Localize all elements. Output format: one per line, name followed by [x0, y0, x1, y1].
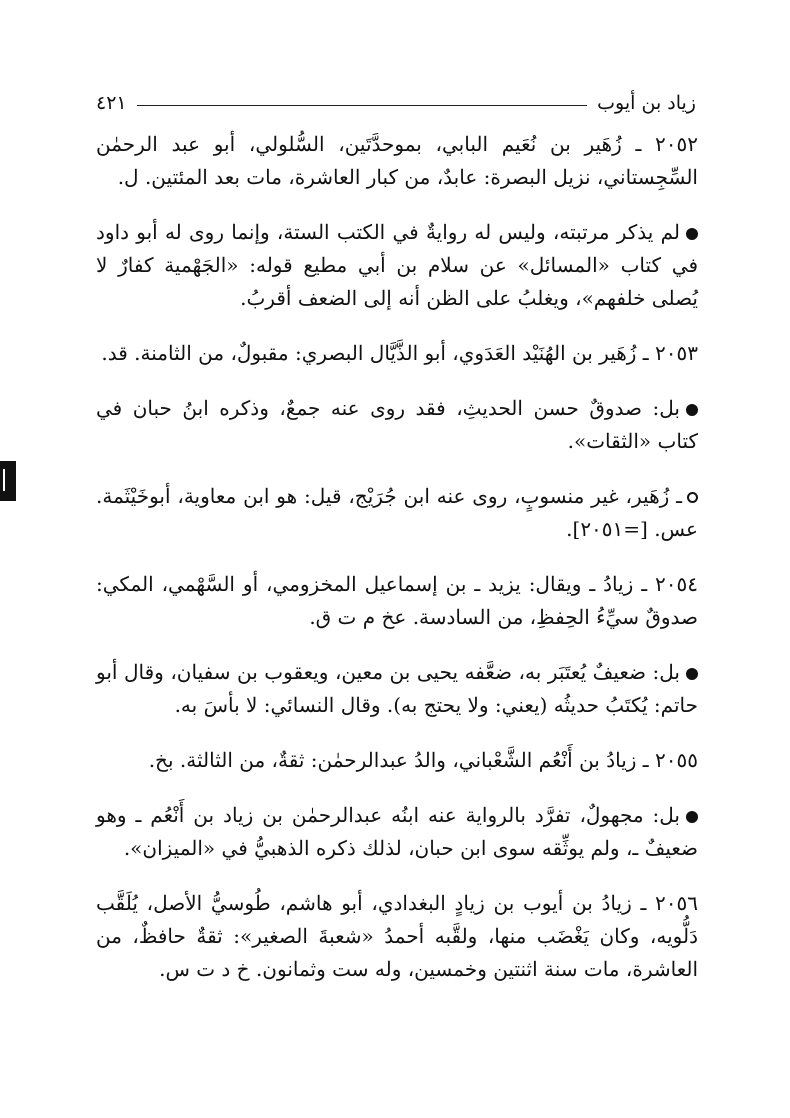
- filled-bullet-icon: [686, 811, 698, 823]
- comment-text: لم يذكر مرتبته، وليس له روايةٌ في الكتب الستة، وإنما روى له أبو داود في كتاب «المسائل» عن سلام بن أبي مطيع قوله: «الجَهْمية كفارٌ لا يُصلى خلفهم»، ويغلبُ على الظن أنه إلى الضعف أقربُ.: [96, 220, 698, 310]
- chapter-thumb-tab: [0, 461, 16, 501]
- entry-text: ٢٠٥٣ ـ زُهَير بن الهُنَيْد العَدَوي، أبو الذَّيَّال البصري: مقبولٌ، من الثامنة. قد.: [101, 341, 698, 365]
- comment-2052: [96, 216, 698, 315]
- entry-2055: [96, 744, 698, 777]
- running-header: [96, 84, 696, 114]
- filled-bullet-icon: [686, 404, 698, 416]
- header-rule: [137, 105, 588, 106]
- hollow-bullet-icon: [687, 492, 698, 503]
- comment-2055: [96, 799, 698, 865]
- page-body: [96, 128, 698, 986]
- comment-2053: [96, 392, 698, 458]
- filled-bullet-icon: [686, 228, 698, 240]
- entry-text: ٢٠٥٦ ـ زيادُ بن أيوب بن زيادٍ البغدادي، أبو هاشم، طُوسيُّ الأصل، يُلَقَّب دَلُّويه، وكان يَغْضَب منها، ولقَّبه أحمدُ «شعبةَ الصغير»: ثقةٌ حافظٌ، من العاشرة، مات سنة اثنتين وخمسين، وله ست وثمانون. خ د ت س.: [96, 891, 698, 981]
- entry-2054: [96, 568, 698, 634]
- comment-text: بل: ضعيفٌ يُعتَبَر به، ضعَّفه يحيى بن معين، ويعقوب بن سفيان، وقال أبو حاتم: يُكتَبُ حديثُه (يعني: ولا يحتج به). وقال النسائي: لا بأسَ به.: [96, 660, 698, 717]
- comment-2054: [96, 656, 698, 722]
- comment-text: بل: صدوقٌ حسن الحديثِ، فقد روى عنه جمعٌ، وذكره ابنُ حبان في كتاب «الثقات».: [96, 396, 698, 453]
- entry-text: ٢٠٥٥ ـ زيادُ بن أَنْعُم الشَّعْباني، والدُ عبدالرحمٰن: ثقةٌ، من الثالثة. بخ.: [148, 748, 698, 772]
- entry-2053: [96, 337, 698, 370]
- entry-2052: [96, 128, 698, 194]
- entry-text: ـ زُهَير، غير منسوبٍ، روى عنه ابن جُرَيْج، قيل: هو ابن معاوية، أبوخَيْثَمة. عس. [=٢٠٥١].: [96, 484, 698, 541]
- page-number: ٤٢١: [96, 92, 127, 114]
- entry-text: ٢٠٥٢ ـ زُهَير بن نُعَيم البابي، بموحدَّتَين، السُّلولي، أبو عبد الرحمٰن السِّجِستاني، نزيل البصرة: عابدٌ، من كبار العاشرة، مات بعد المئتين. ل.: [96, 132, 698, 189]
- thumb-tab-mark: [3, 469, 15, 491]
- entry-2056: [96, 887, 698, 986]
- running-title: زياد بن أيوب: [597, 92, 696, 114]
- comment-text: بل: مجهولٌ، تفرَّد بالرواية عنه ابنُه عبدالرحمٰن بن زياد بن أَنْعُم ـ وهو ضعيفٌ ـ، ولم يوثِّقه سوى ابن حبان، لذلك ذكره الذهبيُّ في «الميزان».: [96, 803, 698, 860]
- filled-bullet-icon: [686, 668, 698, 680]
- entry-zuhair-unattributed: [96, 480, 698, 546]
- entry-text: ٢٠٥٤ ـ زيادُ ـ ويقال: يزيد ـ بن إسماعيل المخزومي، أو السَّهْمي، المكي: صدوقٌ سيِّءُ الحِفظِ، من السادسة. عخ م ت ق.: [96, 572, 698, 629]
